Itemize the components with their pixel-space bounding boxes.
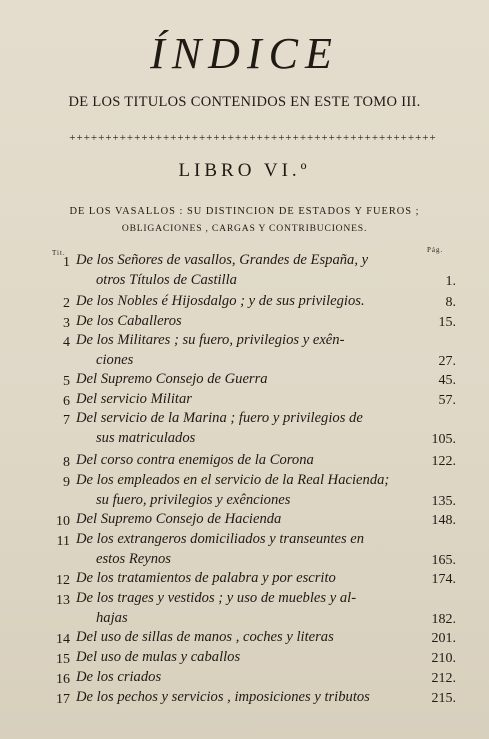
book-heading: LIBRO VI.º (178, 160, 311, 181)
page-title: ÍNDICE (150, 29, 339, 78)
toc-entry-page: 27. (438, 354, 456, 369)
toc-entry-title-line2: ciones (96, 352, 134, 368)
toc-entry (46, 591, 456, 629)
toc-entry-number: 8 (63, 455, 70, 470)
toc-entry-title-line1: De los tratamientos de palabra y por escrito (76, 570, 336, 586)
toc-entry-title-line1: Del Supremo Consejo de Guerra (76, 371, 268, 387)
toc-entry-number: 15 (56, 652, 70, 667)
toc-entry-page: 174. (431, 572, 456, 587)
toc-entry-number: 13 (56, 593, 70, 608)
toc-entry (46, 253, 456, 291)
toc-entry-page: 105. (431, 432, 456, 447)
toc-entry-page: 1. (445, 274, 456, 289)
toc-entry (46, 294, 456, 312)
toc-entry (46, 392, 456, 410)
toc-entry-number: 11 (56, 534, 70, 549)
toc-entry-page: 122. (431, 454, 456, 469)
toc-entry-number: 12 (56, 573, 70, 588)
toc-entry-number: 7 (63, 413, 70, 428)
toc-entry-title-line1: Del corso contra enemigos de la Corona (76, 452, 314, 468)
toc-entry-title-line1: Del Supremo Consejo de Hacienda (76, 511, 282, 527)
toc-entry-number: 5 (63, 374, 70, 389)
toc-entry-page: 135. (431, 494, 456, 509)
page-subtitle: DE LOS TITULOS CONTENIDOS EN ESTE TOMO III. (68, 94, 421, 110)
toc-entry-title-line1: De los criados (76, 669, 162, 685)
toc-entry-number: 1 (63, 255, 70, 270)
toc-entry (46, 670, 456, 688)
toc-entry-number: 16 (56, 672, 70, 687)
toc-entry (46, 512, 456, 530)
toc-entry-page: 57. (438, 393, 456, 408)
toc-entry-title-line1: De los Militares ; su fuero, privilegios y exên- (76, 332, 345, 348)
toc-entry-title-line2: estos Reynos (96, 551, 171, 567)
toc-entry-title-line1: Del uso de sillas de manos , coches y literas (76, 629, 334, 645)
toc-entry (46, 690, 456, 708)
column-header-titulo: Tit. (52, 249, 66, 257)
toc-entry-number: 10 (56, 514, 70, 529)
toc-entry-page: 215. (431, 691, 456, 706)
toc-entry-title-line1: De los pechos y servicios , imposiciones y tributos (76, 689, 370, 705)
toc-entry-page: 15. (438, 315, 456, 330)
toc-entry (46, 333, 456, 371)
toc-entry (46, 473, 456, 511)
toc-entry-number: 3 (63, 316, 70, 331)
toc-entry-number: 4 (63, 335, 70, 350)
toc-entry (46, 650, 456, 668)
toc-entry-number: 9 (63, 475, 70, 490)
toc-entry-page: 8. (445, 295, 456, 310)
toc-entry (46, 372, 456, 390)
toc-entry-title-line2: otros Títulos de Castilla (96, 272, 237, 288)
toc-entry-page: 210. (431, 651, 456, 666)
section-heading-line2: OBLIGACIONES , CARGAS Y CONTRIBUCIONES. (121, 223, 368, 234)
toc-entry-page: 45. (438, 373, 456, 388)
toc-entry-number: 17 (56, 692, 70, 707)
toc-entry-title-line1: De los extrangeros domiciliados y transeuntes en (76, 531, 365, 547)
toc-entry-number: 6 (63, 394, 70, 409)
toc-entry-page: 148. (431, 513, 456, 528)
column-header-pagina: Pág. (427, 246, 444, 254)
toc-entry-title-line1: De los empleados en el servicio de la Real Hacienda; (76, 472, 390, 488)
toc-entry-title-line1: Del uso de mulas y caballos (76, 649, 241, 665)
toc-entry-page: 165. (431, 553, 456, 568)
toc-entry-title-line2: su fuero, privilegios y exênciones (96, 492, 291, 508)
toc-entry-page: 201. (431, 631, 456, 646)
toc-entry (46, 532, 456, 570)
toc-entry-title-line1: De los trages y vestidos ; y uso de muebles y al- (76, 590, 357, 606)
toc-entry-title-line1: Del servicio de la Marina ; fuero y privilegios de (76, 410, 363, 426)
toc-entry-title-line1: De los Caballeros (76, 313, 182, 329)
toc-entry (46, 571, 456, 589)
toc-entry-title-line1: De los Nobles é Hijosdalgo ; y de sus privilegios. (76, 293, 365, 309)
toc-entry-title-line1: De los Señores de vasallos, Grandes de España, y (76, 252, 369, 268)
toc-entry-page: 212. (431, 671, 456, 686)
toc-entry-title-line2: hajas (96, 610, 128, 626)
section-heading-line1: DE LOS VASALLOS : SU DISTINCION DE ESTADOS Y FUEROS ; (69, 206, 420, 217)
toc-entry-number: 14 (56, 632, 70, 647)
toc-entry (46, 411, 456, 449)
toc-entry (46, 314, 456, 332)
toc-entry-number: 2 (63, 296, 70, 311)
toc-entry (46, 630, 456, 648)
toc-entry-page: 182. (431, 612, 456, 627)
toc-entry (46, 453, 456, 471)
toc-entry-title-line1: Del servicio Militar (76, 391, 192, 407)
ornament-rule: +++++++++++++++++++++++++++++++++++++++++++++++++++ (69, 132, 437, 144)
toc-entry-title-line2: sus matriculados (96, 430, 196, 446)
